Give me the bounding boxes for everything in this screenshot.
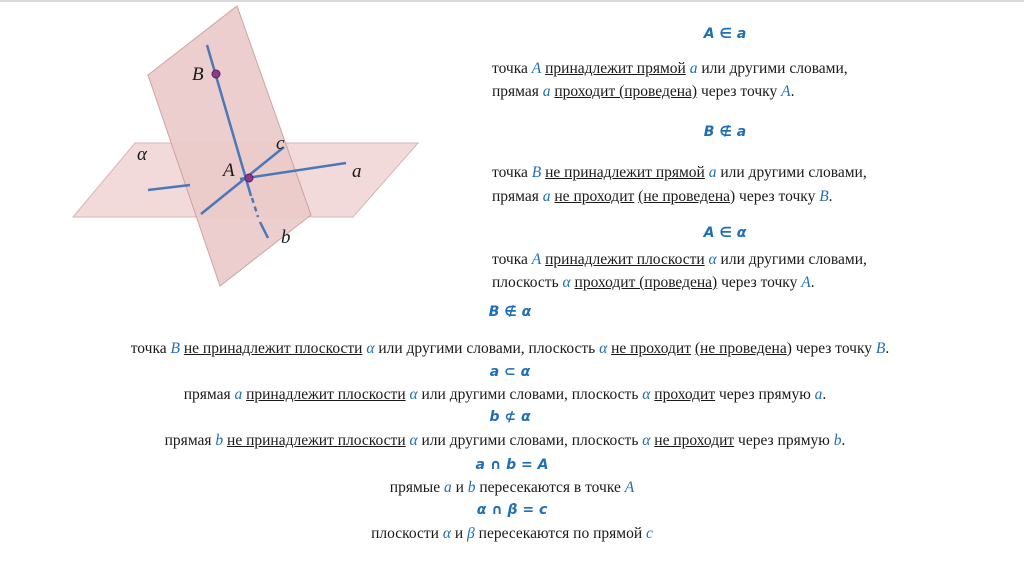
formula-b-notsubset-alpha: b ⊄ α bbox=[489, 409, 531, 425]
underlined-term: не проходит bbox=[554, 188, 635, 205]
underlined-term: не принадлежит плоскости bbox=[227, 432, 406, 449]
label-B: B bbox=[192, 64, 204, 85]
label-A: A bbox=[223, 160, 235, 181]
planes-figure bbox=[0, 0, 460, 300]
formula-B-notin-a: B ∉ a bbox=[703, 124, 747, 140]
math-variable: A bbox=[531, 251, 542, 268]
math-variable: α bbox=[642, 432, 651, 449]
formula-A-in-alpha: A ∈ α bbox=[703, 225, 747, 241]
math-variable: c bbox=[646, 525, 653, 542]
text-fragment: через точку bbox=[717, 274, 802, 291]
formula-B-notin-alpha: B ∉ α bbox=[488, 304, 532, 320]
text-fragment: точка bbox=[492, 164, 532, 181]
underlined-term: не проходит bbox=[654, 432, 735, 449]
text-fragment: точка bbox=[492, 60, 532, 77]
text-fragment: или другими словами, плоскость bbox=[374, 340, 600, 357]
definition-line bbox=[131, 340, 890, 358]
text-fragment: . bbox=[841, 432, 846, 449]
definition-line bbox=[371, 525, 653, 543]
math-variable: α bbox=[409, 432, 418, 449]
text-fragment: или другими словами, bbox=[697, 60, 848, 77]
math-variable: α bbox=[708, 251, 717, 268]
underlined-term: принадлежит плоскости bbox=[246, 386, 406, 403]
math-variable: a bbox=[542, 83, 551, 100]
math-variable: B bbox=[531, 164, 542, 181]
text-fragment: прямая bbox=[183, 386, 235, 403]
text-fragment: и bbox=[451, 479, 468, 496]
math-variable: b bbox=[215, 432, 224, 449]
formula-alpha-cap-beta: α ∩ β = c bbox=[476, 502, 548, 518]
text-fragment: или другими словами, bbox=[716, 164, 867, 181]
text-fragment: или другими словами, плоскость bbox=[417, 386, 643, 403]
math-variable: a bbox=[542, 188, 551, 205]
math-variable: α bbox=[562, 274, 571, 291]
underlined-term: не принадлежит прямой bbox=[545, 164, 705, 181]
text-fragment: плоскость bbox=[492, 274, 563, 291]
math-variable: B bbox=[170, 340, 180, 357]
text-fragment: точка bbox=[492, 251, 532, 268]
text-fragment: ) через точку bbox=[786, 340, 876, 357]
text-fragment: через точку bbox=[697, 83, 782, 100]
definition-line bbox=[492, 83, 794, 101]
underlined-term: не принадлежит плоскости bbox=[183, 340, 363, 357]
text-fragment: . bbox=[828, 188, 833, 205]
text-fragment: . bbox=[790, 83, 795, 100]
math-variable: β bbox=[467, 525, 475, 542]
text-fragment: . bbox=[810, 274, 815, 291]
text-fragment: прямая bbox=[492, 188, 543, 205]
text-fragment: через прямую bbox=[734, 432, 834, 449]
math-variable: b bbox=[467, 479, 476, 496]
label-b: b bbox=[281, 227, 291, 248]
text-fragment: точка bbox=[130, 340, 171, 357]
text-fragment: и bbox=[450, 525, 468, 542]
definition-line bbox=[184, 386, 827, 404]
math-variable: B bbox=[875, 340, 886, 357]
math-variable: α bbox=[642, 386, 651, 403]
math-variable: α bbox=[442, 525, 451, 542]
formula-a-cap-b: a ∩ b = A bbox=[475, 457, 549, 473]
text-fragment: прямая bbox=[492, 83, 543, 100]
definition-line bbox=[492, 60, 848, 78]
math-variable: a bbox=[689, 60, 698, 77]
text-fragment: прямая bbox=[164, 432, 216, 449]
definition-line bbox=[165, 432, 846, 450]
label-c: c bbox=[276, 133, 285, 154]
text-fragment: через прямую bbox=[715, 386, 815, 403]
definition-line bbox=[492, 188, 833, 206]
math-variable: B bbox=[819, 188, 829, 205]
point-A bbox=[245, 174, 253, 182]
math-variable: α bbox=[366, 340, 375, 357]
math-variable: a bbox=[814, 386, 823, 403]
math-variable: α bbox=[409, 386, 418, 403]
math-variable: α bbox=[599, 340, 608, 357]
underlined-term: проходит bbox=[654, 386, 716, 403]
text-fragment: . bbox=[885, 340, 890, 357]
text-fragment: . bbox=[822, 386, 827, 403]
math-variable: A bbox=[531, 60, 542, 77]
label-alpha: α bbox=[137, 144, 147, 165]
math-variable: a bbox=[234, 386, 243, 403]
text-fragment: прямые bbox=[389, 479, 444, 496]
underlined-term: принадлежит прямой bbox=[545, 60, 686, 77]
math-variable: A bbox=[624, 479, 635, 496]
underlined-term: принадлежит плоскости bbox=[545, 251, 705, 268]
point-B bbox=[212, 70, 220, 78]
definition-line bbox=[390, 479, 634, 497]
math-variable: b bbox=[833, 432, 842, 449]
text-fragment: пересекаются по прямой bbox=[474, 525, 647, 542]
underlined-term: не проходит bbox=[611, 340, 691, 357]
label-a: a bbox=[352, 161, 362, 182]
formula-a-subset-alpha: a ⊂ α bbox=[489, 364, 531, 380]
definition-line bbox=[492, 164, 867, 182]
definition-line bbox=[492, 274, 815, 292]
text-fragment: ) через точку bbox=[730, 188, 820, 205]
text-fragment: плоскости bbox=[371, 525, 443, 542]
text-fragment: или другими словами, bbox=[716, 251, 867, 268]
underlined-term: проходит (проведена) bbox=[554, 83, 698, 100]
math-variable: a bbox=[708, 164, 717, 181]
math-variable: A bbox=[801, 274, 811, 291]
math-variable: a bbox=[443, 479, 452, 496]
underlined-term: проходит (проведена) bbox=[574, 274, 718, 291]
underlined-term: (не проведена bbox=[694, 340, 787, 357]
formula-A-in-a: A ∈ a bbox=[703, 26, 747, 42]
underlined-term: (не проведена bbox=[638, 188, 731, 205]
definition-line bbox=[492, 251, 867, 269]
math-variable: A bbox=[781, 83, 791, 100]
text-fragment: или другими словами, плоскость bbox=[417, 432, 643, 449]
text-fragment: пересекаются в точке bbox=[475, 479, 625, 496]
